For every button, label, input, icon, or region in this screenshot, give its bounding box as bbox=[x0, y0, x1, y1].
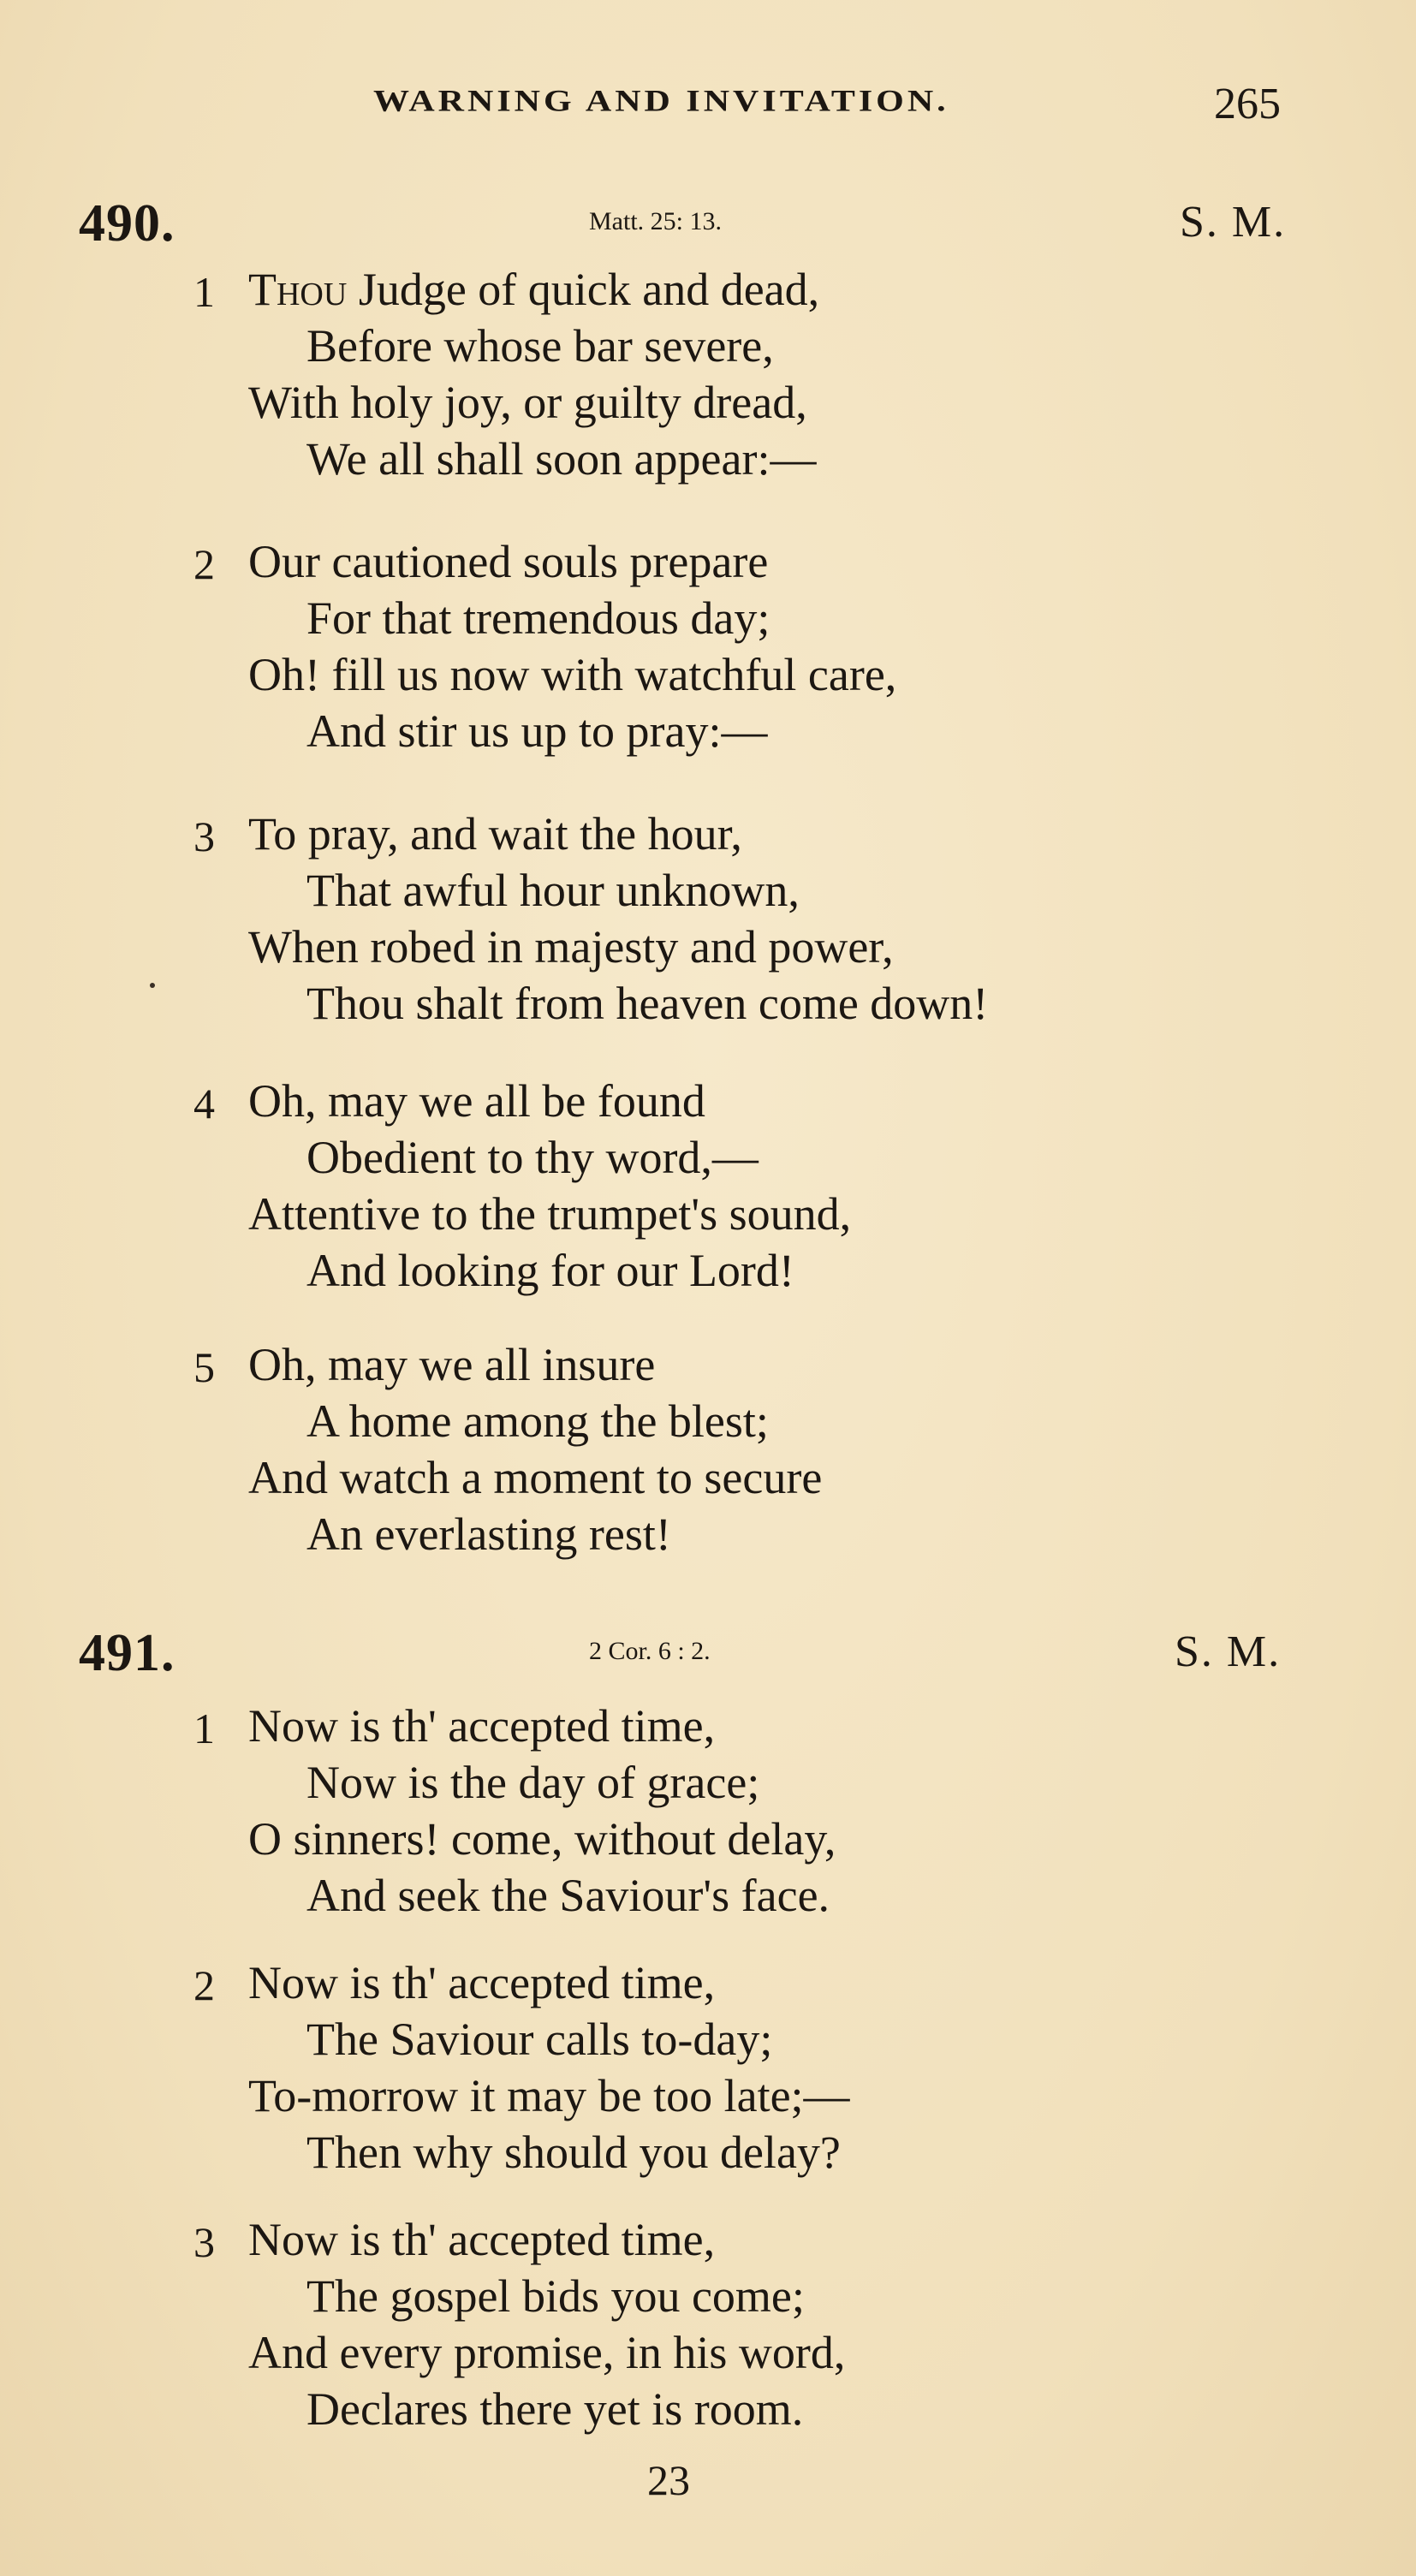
signature-mark: 23 bbox=[647, 2456, 690, 2504]
verse-line: Oh! fill us now with watchful care, bbox=[248, 649, 897, 700]
verse-line: Obedient to thy word,— bbox=[306, 1132, 759, 1183]
page-number: 265 bbox=[1214, 80, 1281, 128]
verse-number: 3 bbox=[193, 812, 215, 860]
verse-line: Then why should you delay? bbox=[306, 2127, 841, 2178]
hymn-meter: S. M. bbox=[1175, 1627, 1282, 1676]
verse-line: We all shall soon appear:— bbox=[306, 433, 817, 485]
verse-line: When robed in majesty and power, bbox=[248, 921, 894, 973]
hymn-meter: S. M. bbox=[1180, 198, 1287, 247]
verse-line: Now is th' accepted time, bbox=[248, 1700, 716, 1752]
verse-line: O sinners! come, without delay, bbox=[248, 1813, 836, 1865]
verse-line-text: Judge of quick and dead, bbox=[358, 264, 820, 315]
running-head bbox=[0, 80, 1416, 135]
verse-line: That awful hour unknown, bbox=[306, 865, 800, 916]
verse-line: Attentive to the trumpet's sound, bbox=[248, 1188, 852, 1240]
verse-number: 5 bbox=[193, 1343, 215, 1391]
hymn-number: 490. bbox=[79, 194, 176, 253]
ink-speck bbox=[150, 983, 155, 988]
verse-line: An everlasting rest! bbox=[306, 1508, 671, 1560]
verse-line: And stir us up to pray:— bbox=[306, 705, 768, 757]
verse-line: For that tremendous day; bbox=[306, 592, 770, 644]
verse-line: And every promise, in his word, bbox=[248, 2327, 846, 2378]
verse-number: 3 bbox=[193, 2218, 215, 2266]
hymn-490-header bbox=[0, 193, 1416, 253]
verse-line: Before whose bar severe, bbox=[306, 320, 774, 372]
verse-number: 2 bbox=[193, 540, 215, 588]
verse-line: The gospel bids you come; bbox=[306, 2270, 805, 2322]
verse-line: Now is the day of grace; bbox=[306, 1757, 760, 1808]
verse-line: Oh, may we all insure bbox=[248, 1339, 656, 1390]
verse-line: To pray, and wait the hour, bbox=[248, 808, 742, 860]
verse-line: A home among the blest; bbox=[306, 1395, 769, 1447]
verse-number: 1 bbox=[193, 268, 215, 316]
verse-number: 1 bbox=[193, 1704, 215, 1752]
verse-line: The Saviour calls to-day; bbox=[306, 2014, 773, 2065]
verse-line: Declares there yet is room. bbox=[306, 2383, 804, 2435]
verse-line: Oh, may we all be found bbox=[248, 1075, 705, 1127]
verse-line bbox=[248, 262, 819, 317]
verse-line: To-morrow it may be too late;— bbox=[248, 2070, 850, 2121]
verse-first-word: Thou bbox=[248, 264, 348, 315]
hymn-scripture: Matt. 25: 13. bbox=[589, 207, 722, 235]
verse-line: Now is th' accepted time, bbox=[248, 1957, 716, 2008]
verse-line: And watch a moment to secure bbox=[248, 1452, 823, 1503]
verse-line: With holy joy, or guilty dread, bbox=[248, 377, 807, 428]
hymn-scripture: 2 Cor. 6 : 2. bbox=[589, 1637, 711, 1665]
running-title: WARNING AND INVITATION. bbox=[373, 84, 949, 118]
hymn-number: 491. bbox=[79, 1624, 176, 1682]
verse-line: And seek the Saviour's face. bbox=[306, 1870, 830, 1921]
verse-line: And looking for our Lord! bbox=[306, 1245, 794, 1296]
verse-number: 2 bbox=[193, 1961, 215, 2009]
verse-number: 4 bbox=[193, 1080, 215, 1127]
verse-line: Thou shalt from heaven come down! bbox=[306, 978, 989, 1029]
verse-line: Our cautioned souls prepare bbox=[248, 536, 769, 587]
hymn-491-header bbox=[0, 1623, 1416, 1683]
verse-line: Now is th' accepted time, bbox=[248, 2214, 716, 2265]
